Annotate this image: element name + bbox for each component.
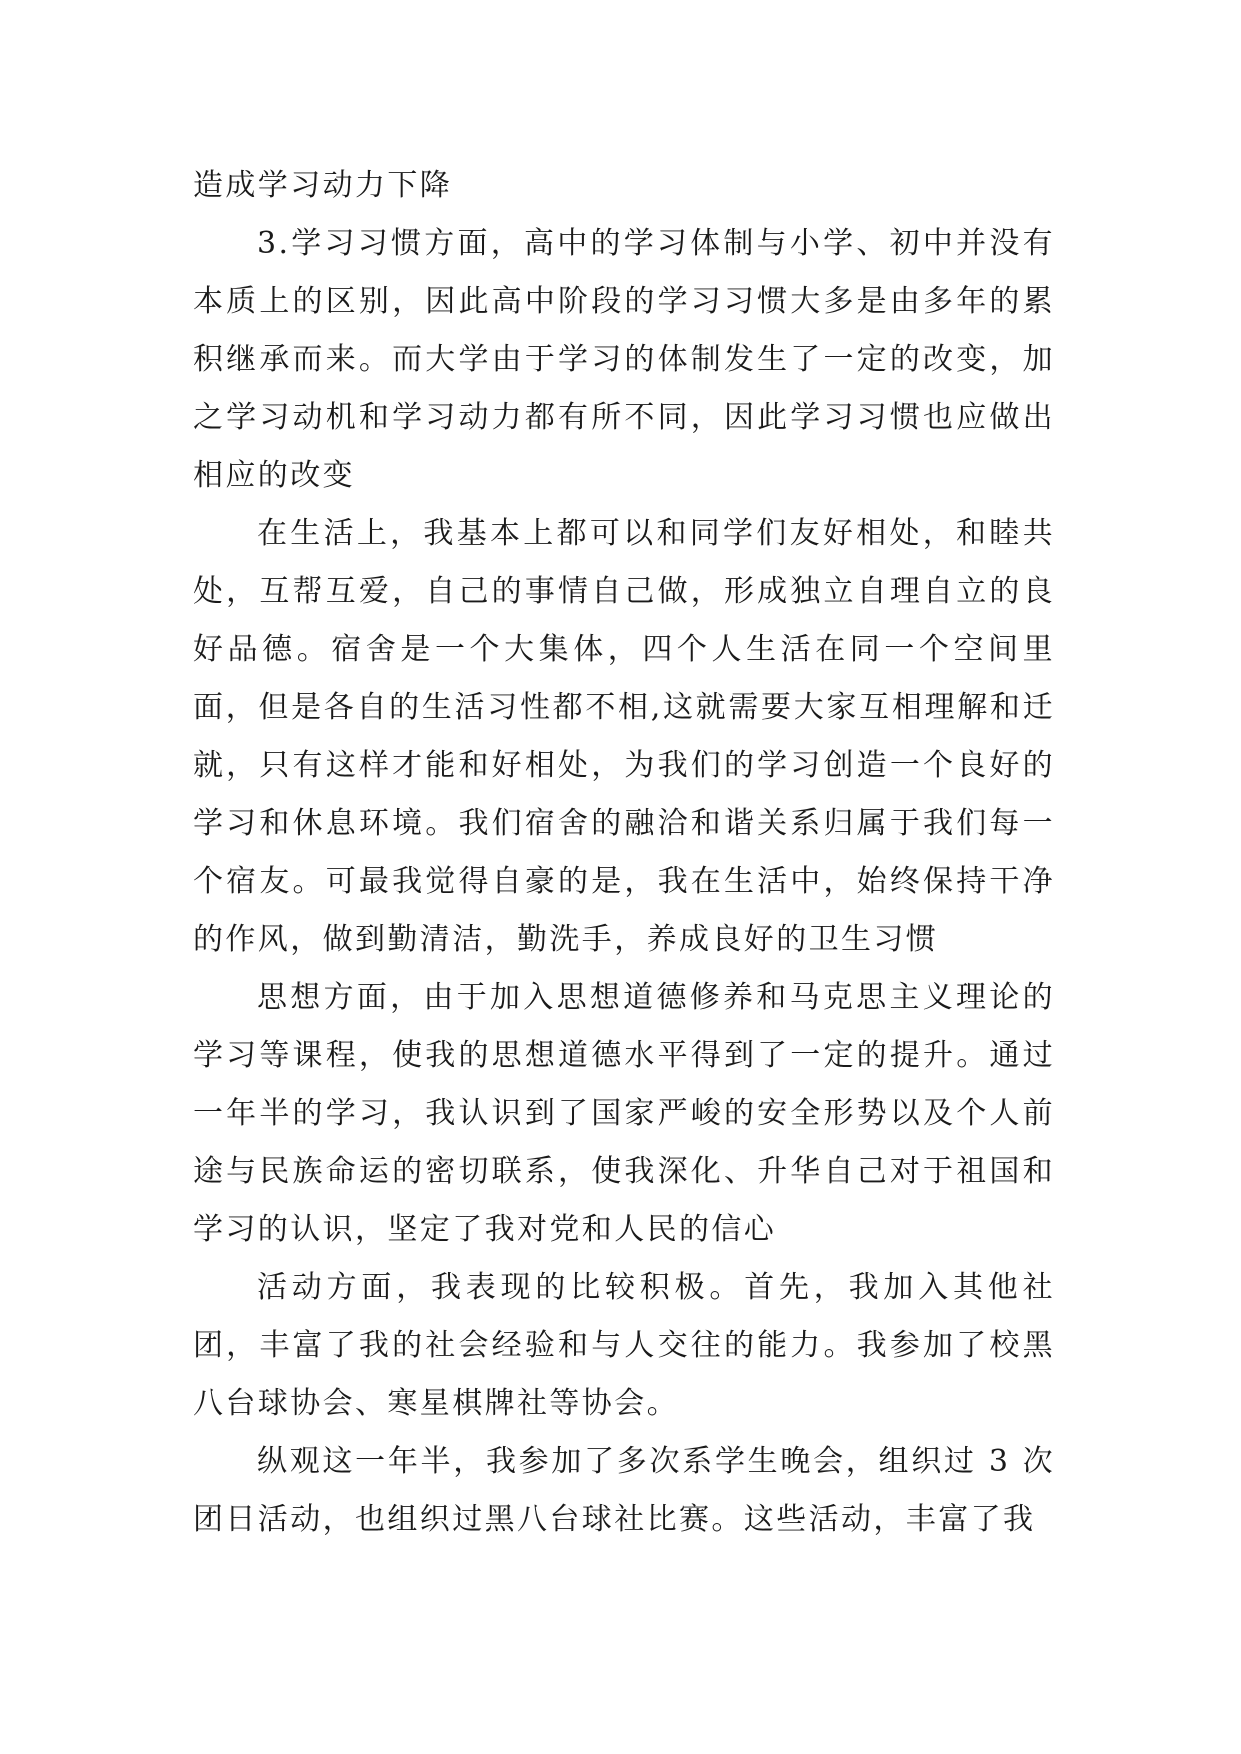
paragraph-study-habits: 3.学习习惯方面，高中的学习体制与小学、初中并没有本质上的区别，因此高中阶段的学习习惯大多是由多年的累积继承而来。而大学由于学习的体制发生了一定的改变，加之学习动机和学习动力都有所不同，因此学习习惯也应做出相应的改变 — [193, 226, 1055, 493]
paragraph-life: 在生活上，我基本上都可以和同学们友好相处，和睦共处，互帮互爱，自己的事情自己做，形成独立自理自立的良好品德。宿舍是一个大集体，四个人生活在同一个空间里面，但是各自的生活习性都不相,这就需要大家互相理解和迁就，只有这样才能和好相处，为我们的学习创造一个良好的学习和休息环境。我们宿舍的融洽和谐关系归属于我们每一个宿友。可最我觉得自豪的是，我在生活中，始终保持干净的作风，做到勤清洁，勤洗手，养成良好的卫生习惯 — [193, 516, 1055, 957]
paragraph-thought: 思想方面，由于加入思想道德修养和马克思主义理论的学习等课程，使我的思想道德水平得到了一定的提升。通过一年半的学习，我认识到了国家严峻的安全形势以及个人前途与民族命运的密切联系，使我深化、升华自己对于祖国和学习的认识，坚定了我对党和人民的信心 — [193, 980, 1055, 1247]
paragraph-activities: 活动方面，我表现的比较积极。首先，我加入其他社团，丰富了我的社会经验和与人交往的能力。我参加了校黑八台球协会、寒星棋牌社等协会。 — [193, 1270, 1055, 1421]
body-text — [193, 157, 1055, 1549]
paragraph-continuation: 造成学习动力下降 — [193, 168, 453, 203]
paragraph-overview: 纵观这一年半，我参加了多次系学生晚会，组织过 3 次团日活动，也组织过黑八台球社比赛。这些活动，丰富了我 — [193, 1444, 1055, 1537]
